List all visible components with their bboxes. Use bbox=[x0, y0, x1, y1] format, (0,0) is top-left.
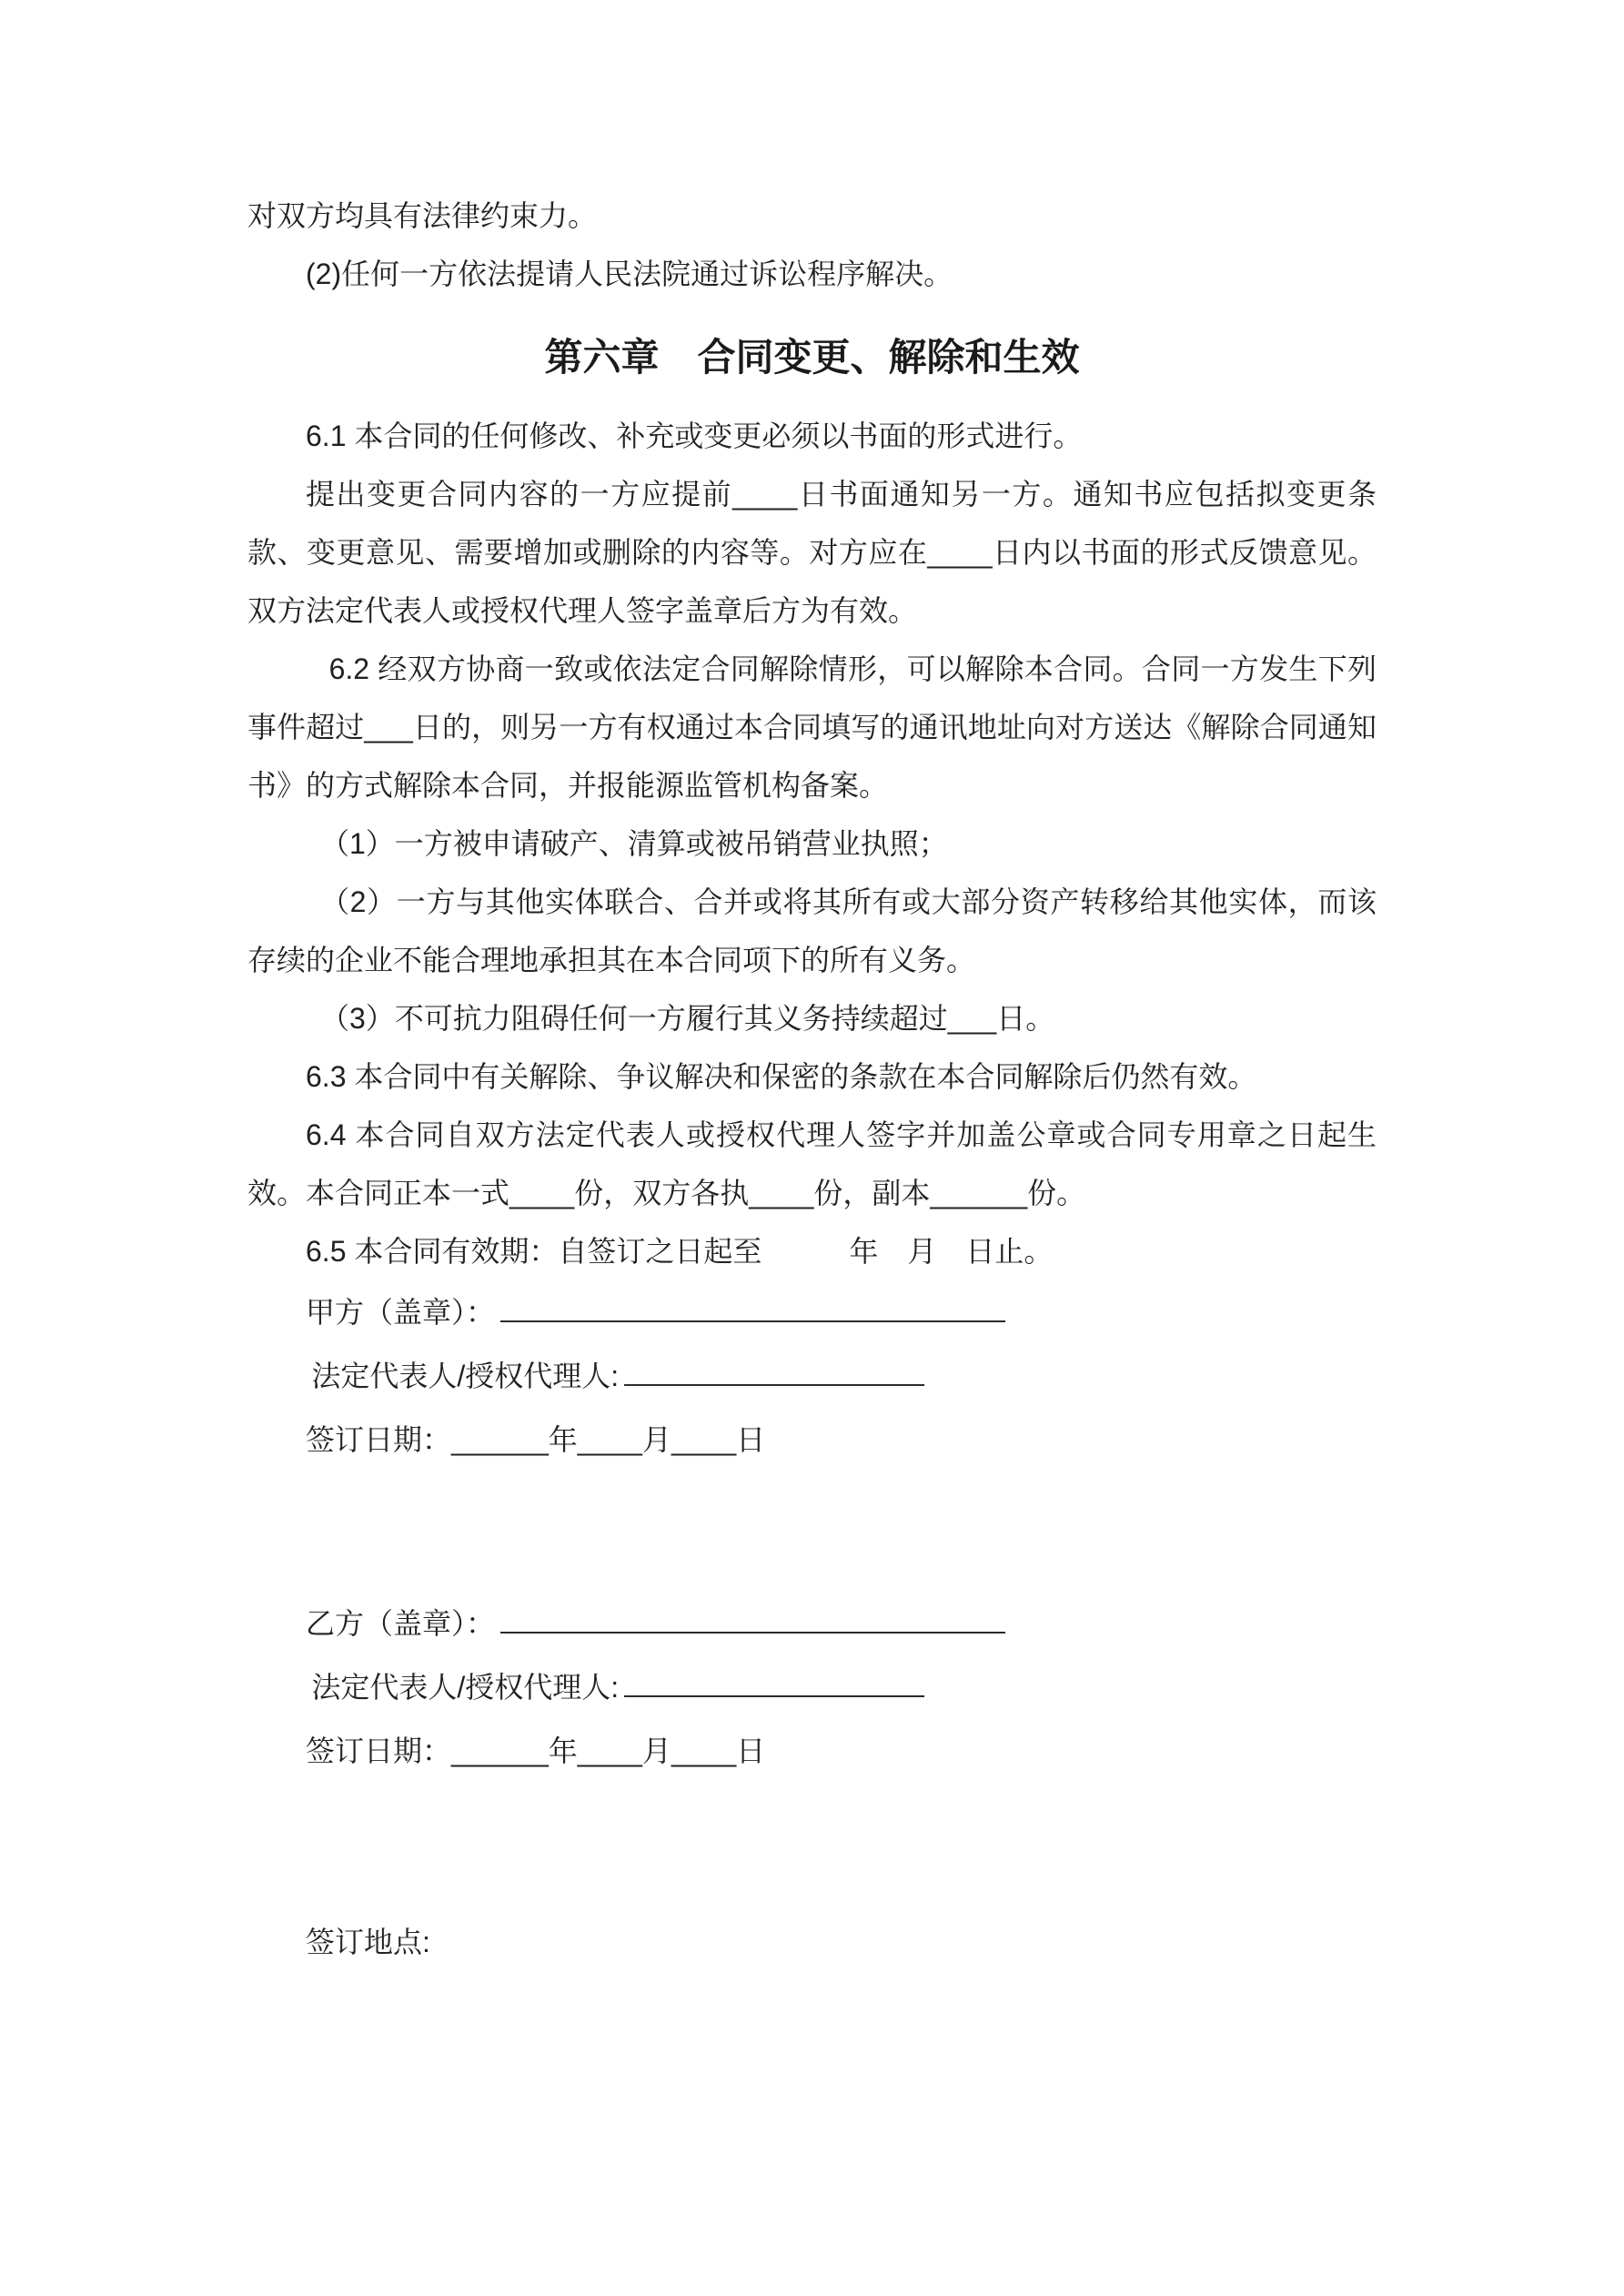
party-a-representative-signature-line bbox=[624, 1384, 924, 1386]
continuation-line: 对双方均具有法律约束力。 bbox=[247, 199, 598, 232]
party-b-seal-label: 乙方（盖章）： bbox=[306, 1607, 496, 1640]
clause-6-3: 6.3 本合同中有关解除、争议解决和保密的条款在本合同解除后仍然有效。 bbox=[306, 1060, 1257, 1093]
party-b-signing-date-line: 签订日期：______年____月____日 bbox=[306, 1735, 766, 1767]
termination-item-1: （1）一方被申请破产、清算或被吊销营业执照； bbox=[320, 827, 948, 860]
termination-item-2: （2）一方与其他实体联合、合并或将其所有或大部分资产转移给其他实体，而该存续的企业不能合理地承担其在本合同项下的所有义务。 bbox=[247, 885, 1377, 976]
dispute-resolution-item-2: (2)任何一方依法提请人民法院通过诉讼程序解决。 bbox=[306, 258, 953, 290]
clause-6-2: 6.2 经双方协商一致或依法定合同解除情形，可以解除本合同。合同一方发生下列事件超过___日的，则另一方有权通过本合同填写的通讯地址向对方送达《解除合同通知书》的方式解除本合同，并报能源监管机构备案。 bbox=[247, 652, 1377, 802]
clause-6-5: 6.5 本合同有效期：自签订之日起至 年 月 日止。 bbox=[306, 1235, 1054, 1268]
party-b-seal-line bbox=[247, 1592, 1377, 1655]
party-b-signature-block bbox=[247, 1592, 1377, 1783]
clause-6-1: 6.1 本合同的任何修改、补充或变更必须以书面的形式进行。 bbox=[306, 420, 1083, 452]
signing-place-label: 签订地点: bbox=[306, 1926, 430, 1958]
party-a-signing-date-line: 签订日期：______年____月____日 bbox=[306, 1423, 766, 1456]
termination-item-3: （3）不可抗力阻碍任何一方履行其义务持续超过___日。 bbox=[320, 1002, 1055, 1035]
party-b-seal-signature-line bbox=[500, 1632, 1005, 1633]
party-b-representative-line bbox=[247, 1655, 1377, 1719]
party-a-representative-line bbox=[247, 1344, 1377, 1408]
party-a-seal-signature-line bbox=[500, 1320, 1005, 1322]
clause-change-notice: 提出变更合同内容的一方应提前____日书面通知另一方。通知书应包括拟变更条款、变更意见、需要增加或删除的内容等。对方应在____日内以书面的形式反馈意见。双方法定代表人或授权代理人签字盖章后方为有效。 bbox=[247, 478, 1377, 627]
clause-6-4: 6.4 本合同自双方法定代表人或授权代理人签字并加盖公章或合同专用章之日起生效。本合同正本一式____份，双方各执____份，副本______份。 bbox=[247, 1118, 1377, 1209]
party-a-representative-label: 法定代表人/授权代理人: bbox=[311, 1360, 620, 1392]
party-b-representative-label: 法定代表人/授权代理人: bbox=[311, 1671, 620, 1704]
party-b-representative-signature-line bbox=[624, 1695, 924, 1697]
party-a-seal-label: 甲方（盖章）： bbox=[306, 1296, 496, 1329]
party-a-seal-line bbox=[247, 1280, 1377, 1344]
chapter-heading: 第六章 合同变更、解除和生效 bbox=[544, 336, 1080, 379]
party-a-signature-block bbox=[247, 1280, 1377, 1472]
